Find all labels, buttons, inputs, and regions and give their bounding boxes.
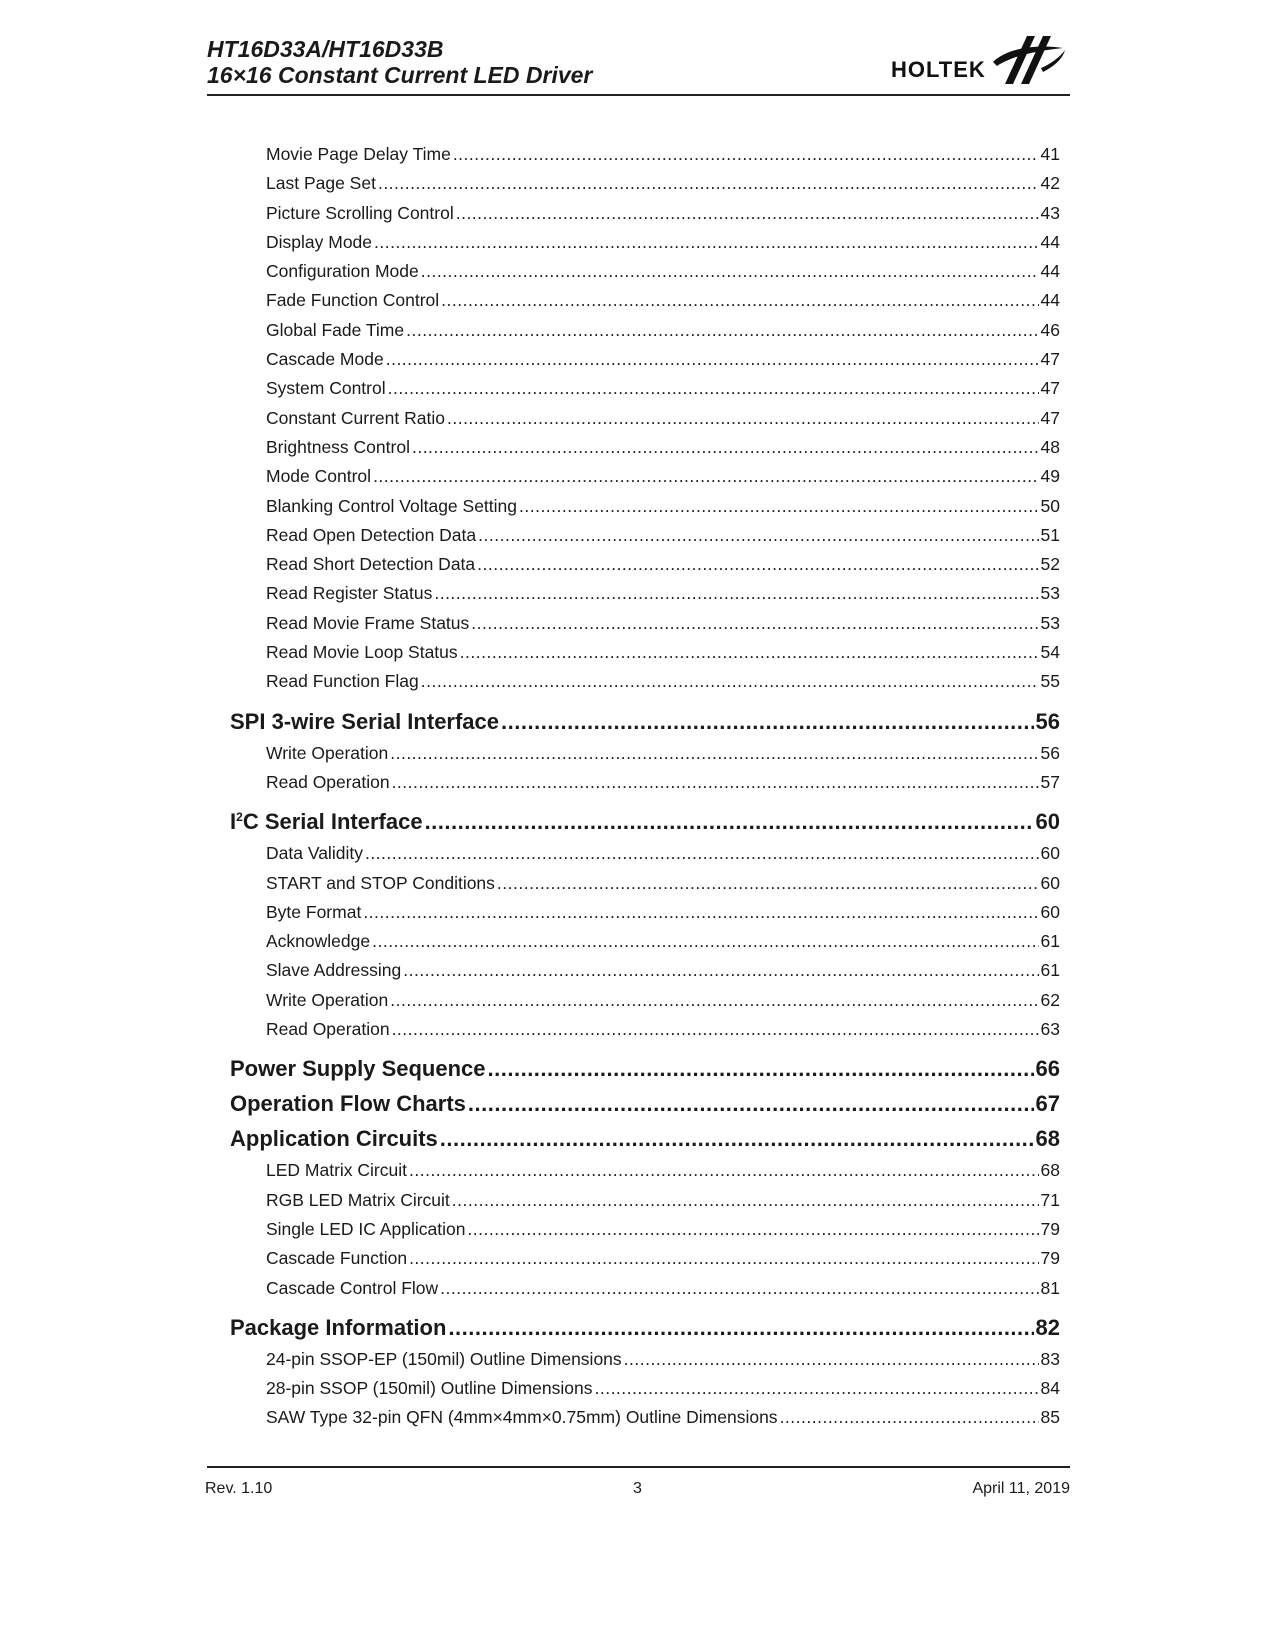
toc-entry-page: 52: [1040, 554, 1060, 575]
toc-leader-dots: [378, 169, 1039, 198]
toc-leader-dots: [372, 927, 1038, 956]
toc-entry-page: 47: [1040, 349, 1060, 370]
toc-entry-page: 44: [1040, 261, 1060, 282]
toc-entry-page: 48: [1040, 436, 1060, 457]
toc-entry-page: 81: [1040, 1277, 1060, 1298]
toc-entry-single-led-ic-application[interactable]: [230, 1215, 1060, 1244]
toc-entry-label: Fade Function Control: [266, 290, 440, 311]
toc-leader-dots: [456, 199, 1039, 228]
toc-leader-dots: [425, 804, 1034, 839]
toc-entry-global-fade-time[interactable]: [230, 316, 1060, 345]
document-title-description: 16×16 Constant Current LED Driver: [207, 62, 593, 88]
toc-entry-28pin-ssop[interactable]: [230, 1374, 1060, 1403]
toc-entry-picture-scrolling-control[interactable]: [230, 199, 1060, 228]
toc-entry-label: Slave Addressing: [266, 960, 402, 981]
toc-entry-page: 61: [1040, 931, 1060, 952]
document-title: [207, 36, 592, 88]
toc-leader-dots: [403, 956, 1038, 985]
toc-leader-dots: [363, 898, 1038, 927]
toc-entry-page: 50: [1040, 495, 1060, 516]
holtek-logo: [888, 30, 1070, 88]
toc-section-spi-serial-interface[interactable]: [230, 704, 1060, 739]
toc-entry-cascade-function[interactable]: [230, 1244, 1060, 1273]
toc-section-page: 68: [1035, 1126, 1060, 1152]
toc-entry-rgb-led-matrix-circuit[interactable]: [230, 1186, 1060, 1215]
toc-entry-page: 60: [1040, 843, 1060, 864]
toc-leader-dots: [501, 704, 1033, 739]
toc-leader-dots: [440, 1274, 1038, 1303]
toc-entry-page: 49: [1040, 466, 1060, 487]
toc-leader-dots: [477, 550, 1038, 579]
toc-entry-page: 53: [1040, 583, 1060, 604]
toc-entry-last-page-set[interactable]: [230, 169, 1060, 198]
toc-leader-dots: [448, 1310, 1033, 1345]
table-of-contents: [230, 140, 1060, 1433]
toc-entry-spi-read-operation[interactable]: [230, 768, 1060, 797]
toc-entry-label: Cascade Mode: [266, 349, 384, 370]
toc-entry-page: 83: [1040, 1348, 1060, 1369]
toc-entry-label: Configuration Mode: [266, 261, 419, 282]
toc-entry-label: 28-pin SSOP (150mil) Outline Dimensions: [266, 1378, 593, 1399]
toc-entry-page: 84: [1040, 1378, 1060, 1399]
toc-section-label-rest: C Serial Interface: [242, 809, 423, 835]
toc-leader-dots: [441, 286, 1038, 315]
toc-leader-dots: [374, 228, 1039, 257]
toc-leader-dots: [409, 1156, 1039, 1185]
toc-entry-label: Read Movie Loop Status: [266, 642, 458, 663]
toc-entry-label: Last Page Set: [266, 173, 376, 194]
document-title-part-number: HT16D33A/HT16D33B: [207, 36, 444, 62]
toc-entry-page: 60: [1040, 872, 1060, 893]
toc-section-label: Power Supply Sequence: [230, 1056, 486, 1082]
toc-entry-label: Constant Current Ratio: [266, 407, 445, 428]
toc-entry-label: Write Operation: [266, 989, 389, 1010]
toc-entry-label: Global Fade Time: [266, 319, 405, 340]
toc-entry-fade-function-control[interactable]: [230, 286, 1060, 315]
footer-page-number: 3: [633, 1480, 642, 1497]
toc-entry-label: Read Register Status: [266, 583, 433, 604]
toc-entry-page: 85: [1040, 1407, 1060, 1428]
toc-entry-read-movie-loop-status[interactable]: [230, 638, 1060, 667]
toc-entry-32pin-qfn[interactable]: [230, 1403, 1060, 1432]
toc-entry-brightness-control[interactable]: [230, 433, 1060, 462]
toc-entry-label: Write Operation: [266, 742, 389, 763]
toc-section-application-circuits[interactable]: [230, 1121, 1060, 1156]
toc-entry-label: Cascade Control Flow: [266, 1277, 439, 1298]
toc-entry-constant-current-ratio[interactable]: [230, 404, 1060, 433]
toc-entry-label: Blanking Control Voltage Setting: [266, 495, 517, 516]
toc-entry-cascade-control-flow[interactable]: [230, 1274, 1060, 1303]
toc-entry-data-validity[interactable]: [230, 839, 1060, 868]
toc-leader-dots: [392, 1015, 1039, 1044]
toc-entry-page: 68: [1040, 1160, 1060, 1181]
toc-entry-label: Cascade Function: [266, 1248, 408, 1269]
toc-entry-page: 57: [1040, 771, 1060, 792]
toc-entry-label: Read Operation: [266, 771, 390, 792]
toc-section-label: [230, 804, 425, 839]
toc-entry-label: RGB LED Matrix Circuit: [266, 1189, 450, 1210]
toc-entry-mode-control[interactable]: [230, 462, 1060, 491]
toc-entry-acknowledge[interactable]: [230, 927, 1060, 956]
toc-entry-label: Read Open Detection Data: [266, 524, 477, 545]
toc-section-page: 82: [1035, 1314, 1060, 1340]
toc-entry-label: Mode Control: [266, 466, 372, 487]
toc-leader-dots: [478, 521, 1038, 550]
toc-entry-cascade-mode[interactable]: [230, 345, 1060, 374]
toc-leader-dots: [488, 1051, 1034, 1086]
toc-entry-label: Brightness Control: [266, 436, 410, 457]
toc-entry-label: Byte Format: [266, 901, 362, 922]
toc-entry-spi-write-operation[interactable]: [230, 739, 1060, 768]
toc-section-page: 60: [1035, 809, 1060, 835]
toc-entry-page: 42: [1040, 173, 1060, 194]
toc-entry-display-mode[interactable]: [230, 228, 1060, 257]
toc-entry-label: LED Matrix Circuit: [266, 1160, 407, 1181]
header-divider: [207, 94, 1070, 96]
toc-entry-page: 43: [1040, 202, 1060, 223]
toc-leader-dots: [780, 1403, 1039, 1432]
toc-leader-dots: [447, 404, 1039, 433]
toc-entry-label: Read Short Detection Data: [266, 554, 476, 575]
toc-entry-i2c-read-operation[interactable]: [230, 1015, 1060, 1044]
toc-entry-label: Single LED IC Application: [266, 1218, 466, 1239]
toc-entry-led-matrix-circuit[interactable]: [230, 1156, 1060, 1185]
toc-entry-page: 47: [1040, 378, 1060, 399]
toc-leader-dots: [497, 869, 1039, 898]
toc-entry-page: 61: [1040, 960, 1060, 981]
toc-section-label-superscript: 2: [236, 810, 243, 825]
toc-entry-page: 44: [1040, 231, 1060, 252]
toc-entry-page: 56: [1040, 742, 1060, 763]
page-header: [207, 36, 1070, 96]
toc-section-page: 56: [1035, 708, 1060, 734]
toc-entry-page: 41: [1040, 144, 1060, 164]
toc-section-i2c-serial-interface[interactable]: [230, 804, 1060, 839]
toc-entry-page: 79: [1040, 1218, 1060, 1239]
toc-leader-dots: [594, 1374, 1038, 1403]
toc-section-label: Operation Flow Charts: [230, 1091, 466, 1117]
toc-leader-dots: [421, 257, 1039, 286]
toc-leader-dots: [519, 492, 1039, 521]
toc-leader-dots: [440, 1121, 1034, 1156]
toc-leader-dots: [409, 1244, 1038, 1273]
toc-leader-dots: [434, 579, 1038, 608]
toc-entry-label: Read Operation: [266, 1019, 390, 1040]
toc-section-label: Package Information: [230, 1314, 447, 1340]
toc-section-label-i: I: [230, 809, 237, 835]
toc-entry-read-short-detection-data[interactable]: [230, 550, 1060, 579]
toc-entry-page: 46: [1040, 319, 1060, 340]
toc-entry-movie-page-delay-time[interactable]: [230, 140, 1060, 169]
toc-entry-page: 44: [1040, 290, 1060, 311]
page-footer: [205, 1480, 1070, 1502]
toc-entry-label: Read Function Flag: [266, 671, 419, 692]
toc-entry-page: 51: [1040, 524, 1060, 545]
toc-leader-dots: [453, 140, 1039, 169]
toc-leader-dots: [421, 667, 1039, 696]
toc-entry-configuration-mode[interactable]: [230, 257, 1060, 286]
toc-entry-24pin-ssop-ep[interactable]: [230, 1345, 1060, 1374]
toc-entry-page: 79: [1040, 1248, 1060, 1269]
toc-entry-label: Acknowledge: [266, 931, 371, 952]
toc-leader-dots: [406, 316, 1038, 345]
toc-entry-page: 47: [1040, 407, 1060, 428]
toc-entry-page: 54: [1040, 642, 1060, 663]
toc-section-page: 66: [1035, 1056, 1060, 1082]
toc-leader-dots: [452, 1186, 1039, 1215]
toc-entry-byte-format[interactable]: [230, 898, 1060, 927]
toc-section-page: 67: [1035, 1091, 1060, 1117]
toc-entry-label: Movie Page Delay Time: [266, 144, 451, 164]
footer-divider: [207, 1466, 1070, 1468]
toc-leader-dots: [390, 986, 1038, 1015]
toc-entry-label: SAW Type 32-pin QFN (4mm×4mm×0.75mm) Outline Dimensions: [266, 1407, 778, 1428]
toc-entry-page: 62: [1040, 989, 1060, 1010]
toc-entry-blanking-control-voltage-setting[interactable]: [230, 492, 1060, 521]
toc-leader-dots: [624, 1345, 1039, 1374]
footer-revision: Rev. 1.10: [205, 1480, 273, 1497]
toc-entry-start-stop-conditions[interactable]: [230, 869, 1060, 898]
toc-entry-read-function-flag[interactable]: [230, 667, 1060, 696]
toc-entry-label: 24-pin SSOP-EP (150mil) Outline Dimensions: [266, 1348, 622, 1369]
toc-entry-read-open-detection-data[interactable]: [230, 521, 1060, 550]
toc-entry-page: 63: [1040, 1019, 1060, 1040]
toc-entry-label: Picture Scrolling Control: [266, 202, 454, 223]
toc-entry-page: 60: [1040, 901, 1060, 922]
toc-section-label: SPI 3-wire Serial Interface: [230, 708, 500, 734]
footer-date: April 11, 2019: [972, 1480, 1070, 1497]
toc-section-power-supply-sequence[interactable]: [230, 1051, 1060, 1086]
toc-entry-page: 53: [1040, 612, 1060, 633]
toc-entry-label: Data Validity: [266, 843, 363, 864]
toc-entry-slave-addressing[interactable]: [230, 956, 1060, 985]
toc-entry-read-movie-frame-status[interactable]: [230, 609, 1060, 638]
toc-entry-page: 55: [1040, 671, 1060, 692]
toc-entry-label: START and STOP Conditions: [266, 872, 495, 893]
toc-entry-label: Read Movie Frame Status: [266, 612, 470, 633]
toc-section-label: Application Circuits: [230, 1126, 438, 1152]
toc-leader-dots: [412, 433, 1039, 462]
toc-leader-dots: [471, 609, 1038, 638]
toc-leader-dots: [468, 1086, 1034, 1121]
holtek-logo-mark-icon: [985, 30, 1067, 88]
toc-leader-dots: [373, 462, 1038, 491]
toc-entry-label: Display Mode: [266, 231, 373, 252]
toc-leader-dots: [460, 638, 1039, 667]
toc-entry-i2c-write-operation[interactable]: [230, 986, 1060, 1015]
toc-entry-system-control[interactable]: [230, 374, 1060, 403]
toc-leader-dots: [467, 1215, 1038, 1244]
toc-leader-dots: [388, 374, 1039, 403]
toc-leader-dots: [390, 739, 1038, 768]
toc-leader-dots: [386, 345, 1039, 374]
toc-section-operation-flow-charts[interactable]: [230, 1086, 1060, 1121]
holtek-logo-text: HOLTEK: [891, 57, 986, 82]
toc-entry-read-register-status[interactable]: [230, 579, 1060, 608]
toc-leader-dots: [392, 768, 1039, 797]
toc-entry-label: System Control: [266, 378, 386, 399]
toc-entry-page: 71: [1040, 1189, 1060, 1210]
toc-section-package-information[interactable]: [230, 1310, 1060, 1345]
toc-leader-dots: [365, 839, 1039, 868]
